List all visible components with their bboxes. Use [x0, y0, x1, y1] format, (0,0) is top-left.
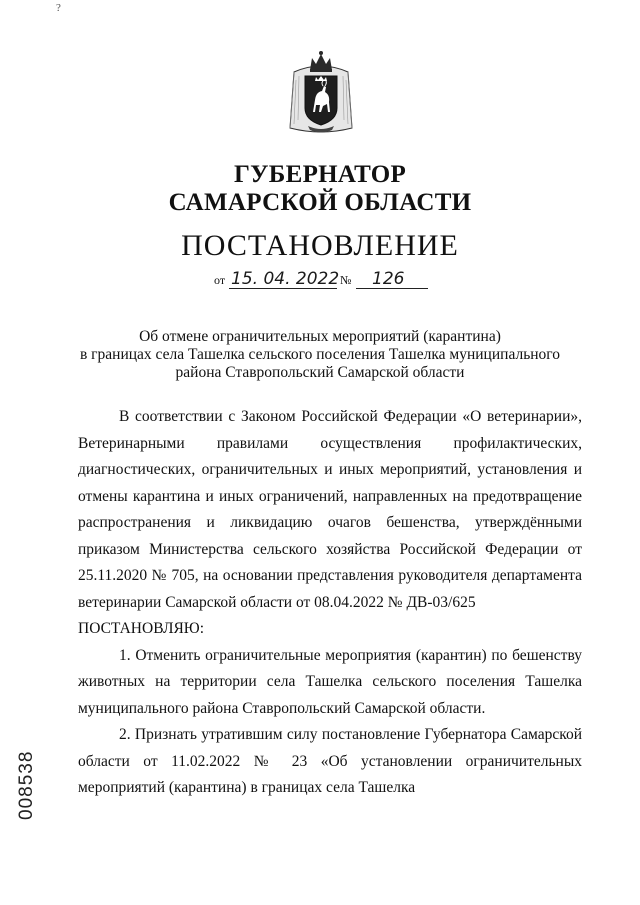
subject-block — [70, 328, 570, 382]
corner-mark: ? — [56, 2, 61, 14]
coat-of-arms-icon — [286, 50, 356, 138]
item-2-paragraph: 2. Признать утратившим силу постановление Губернатора Самарской области от 11.02.2022 № 23 «Об установлении ограничительных мероприятий (карантина) в границах села Ташелка — [78, 726, 582, 796]
subject-line: Об отмене ограничительных мероприятий (карантина) — [139, 328, 501, 345]
subject-line: в границах села Ташелка сельского поселения Ташелка муниципального — [79, 346, 561, 363]
header-title-line2: САМАРСКОЙ ОБЛАСТИ — [168, 189, 472, 216]
item-1-paragraph: 1. Отменить ограничительные мероприятия (карантин) по бешенству животных на территории села Ташелка сельского поселения Ташелка муниципального района Ставропольский Самарской области. — [78, 646, 582, 717]
date-from-label: от — [214, 273, 226, 287]
header-title-line1: ГУБЕРНАТОР — [233, 161, 407, 188]
side-serial-number: 008538 — [16, 750, 37, 820]
number-label: № — [340, 273, 352, 287]
number-value: 126 — [372, 269, 405, 289]
coat-of-arms-emblem — [286, 50, 356, 138]
preamble-paragraph: В соответствии с Законом Российской Федерации «О ветеринарии», Ветеринарными правилами осуществления профилактических, диагностических, ограничительных и иных мероприятий, установления и отмены карантина и иных ограничений, направленных на предотвращение распространения и ликвидацию очагов бешенства, утверждёнными приказом Министерства сельского хозяйства Российской Федерации от 25.11.2020 № 705, на основании представления руководителя департамента ветеринарии Самарской области от 08.04.2022 № ДВ-03/625 — [78, 408, 582, 611]
date-number-line — [214, 268, 434, 292]
resolve-heading: ПОСТАНОВЛЯЮ: — [78, 620, 205, 637]
date-value: 15. 04. 2022 — [231, 269, 340, 289]
document-type: ПОСТАНОВЛЕНИЕ — [181, 229, 459, 262]
document-body — [78, 404, 582, 802]
subject-line: района Ставропольский Самарской области — [175, 364, 465, 381]
